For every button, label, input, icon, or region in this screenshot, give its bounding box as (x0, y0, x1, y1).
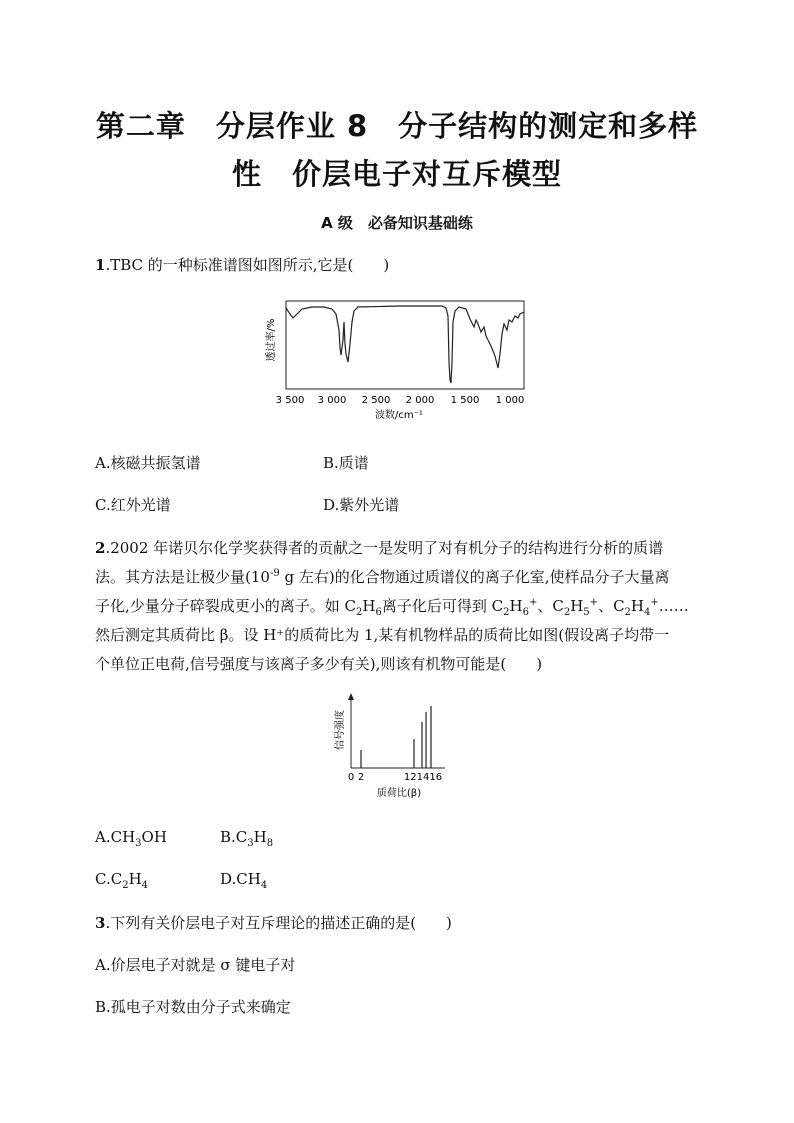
option-d[interactable]: D.紫外光谱 (323, 496, 400, 514)
tick-label: 1 500 (450, 395, 480, 406)
spectrum-curve (286, 306, 524, 383)
question-text: .2002 年诺贝尔化学奖获得者的贡献之一是发明了对有机分子的结构进行分析的质谱 (105, 539, 664, 557)
tick-label: 0 (347, 772, 355, 783)
x-axis-label: 质荷比(β) (376, 788, 422, 799)
y-axis-label: 透过率/% (266, 318, 277, 362)
mass-spectrum-chart (325, 692, 455, 804)
option-a[interactable]: $A.CH_3OH$ (95, 828, 167, 849)
option-c[interactable]: $C.C_2H_4$ (95, 870, 149, 891)
ir-spectrum-chart (262, 292, 537, 427)
tick-label: 3 000 (317, 395, 347, 406)
tick-label: 2 (357, 772, 365, 783)
question-2-line1 (95, 537, 663, 558)
option-a[interactable]: A.核磁共振氢谱 (95, 454, 201, 472)
question-1-stem (95, 254, 389, 275)
x-axis-label: 波数/cm⁻¹ (375, 410, 423, 421)
question-2-line4: 然后测定其质荷比 β。设 H⁺的质荷比为 1,某有机物样品的质荷比如图(假设离子均带一 (95, 626, 670, 644)
tick-label: 121416 (403, 772, 443, 783)
question-2-line2: 法。其方法是让极少量($10^{-9}$ g 左右)的化合物通过质谱仪的离子化室,使样品分子大量离 (95, 568, 670, 586)
option-b[interactable]: B.孤电子对数由分子式来确定 (95, 998, 291, 1016)
y-axis-label: 信号强度 (335, 710, 346, 750)
option-b[interactable]: $B.C_3H_8$ (220, 828, 274, 849)
chart-frame (286, 301, 524, 389)
question-number: 2 (95, 539, 106, 557)
question-3-stem (95, 912, 452, 933)
question-2-line5: 个单位正电荷,信号强度与该离子多少有关),则该有机物可能是( ) (95, 655, 543, 673)
tick-label: 3 500 (275, 395, 305, 406)
question-number: 3 (95, 914, 106, 932)
tick-label: 1 000 (495, 395, 525, 406)
level-heading: A 级 必备知识基础练 (321, 214, 473, 232)
x-axis-ticks (348, 772, 442, 783)
page-title-line2: 性 价层电子对互斥模型 (231, 157, 562, 191)
option-c[interactable]: C.红外光谱 (95, 496, 171, 514)
option-b[interactable]: B.质谱 (323, 454, 369, 472)
y-axis-arrow (348, 693, 354, 700)
question-text: .下列有关价层电子对互斥理论的描述正确的是( ) (105, 914, 452, 932)
x-axis-ticks (276, 395, 525, 406)
tick-label: 2 500 (361, 395, 391, 406)
question-2-line3: 子化,少量分子碎裂成更小的离子。如 $C_2H_6$离子化后可得到 $C_2H_6^+$、$C_2H_5^+$、$C_2H_4^+\dots\dots$ (95, 597, 689, 618)
question-text: .TBC 的一种标准谱图如图所示,它是( ) (105, 256, 390, 274)
page-title-line1: 第二章 分层作业 8 分子结构的测定和多样 (95, 109, 699, 143)
option-a[interactable]: A.价层电子对就是 σ 键电子对 (95, 956, 296, 974)
question-number: 1 (95, 256, 106, 274)
signal-peaks (361, 706, 431, 768)
option-d[interactable]: $D.CH_4$ (220, 870, 268, 891)
tick-label: 2 000 (405, 395, 435, 406)
